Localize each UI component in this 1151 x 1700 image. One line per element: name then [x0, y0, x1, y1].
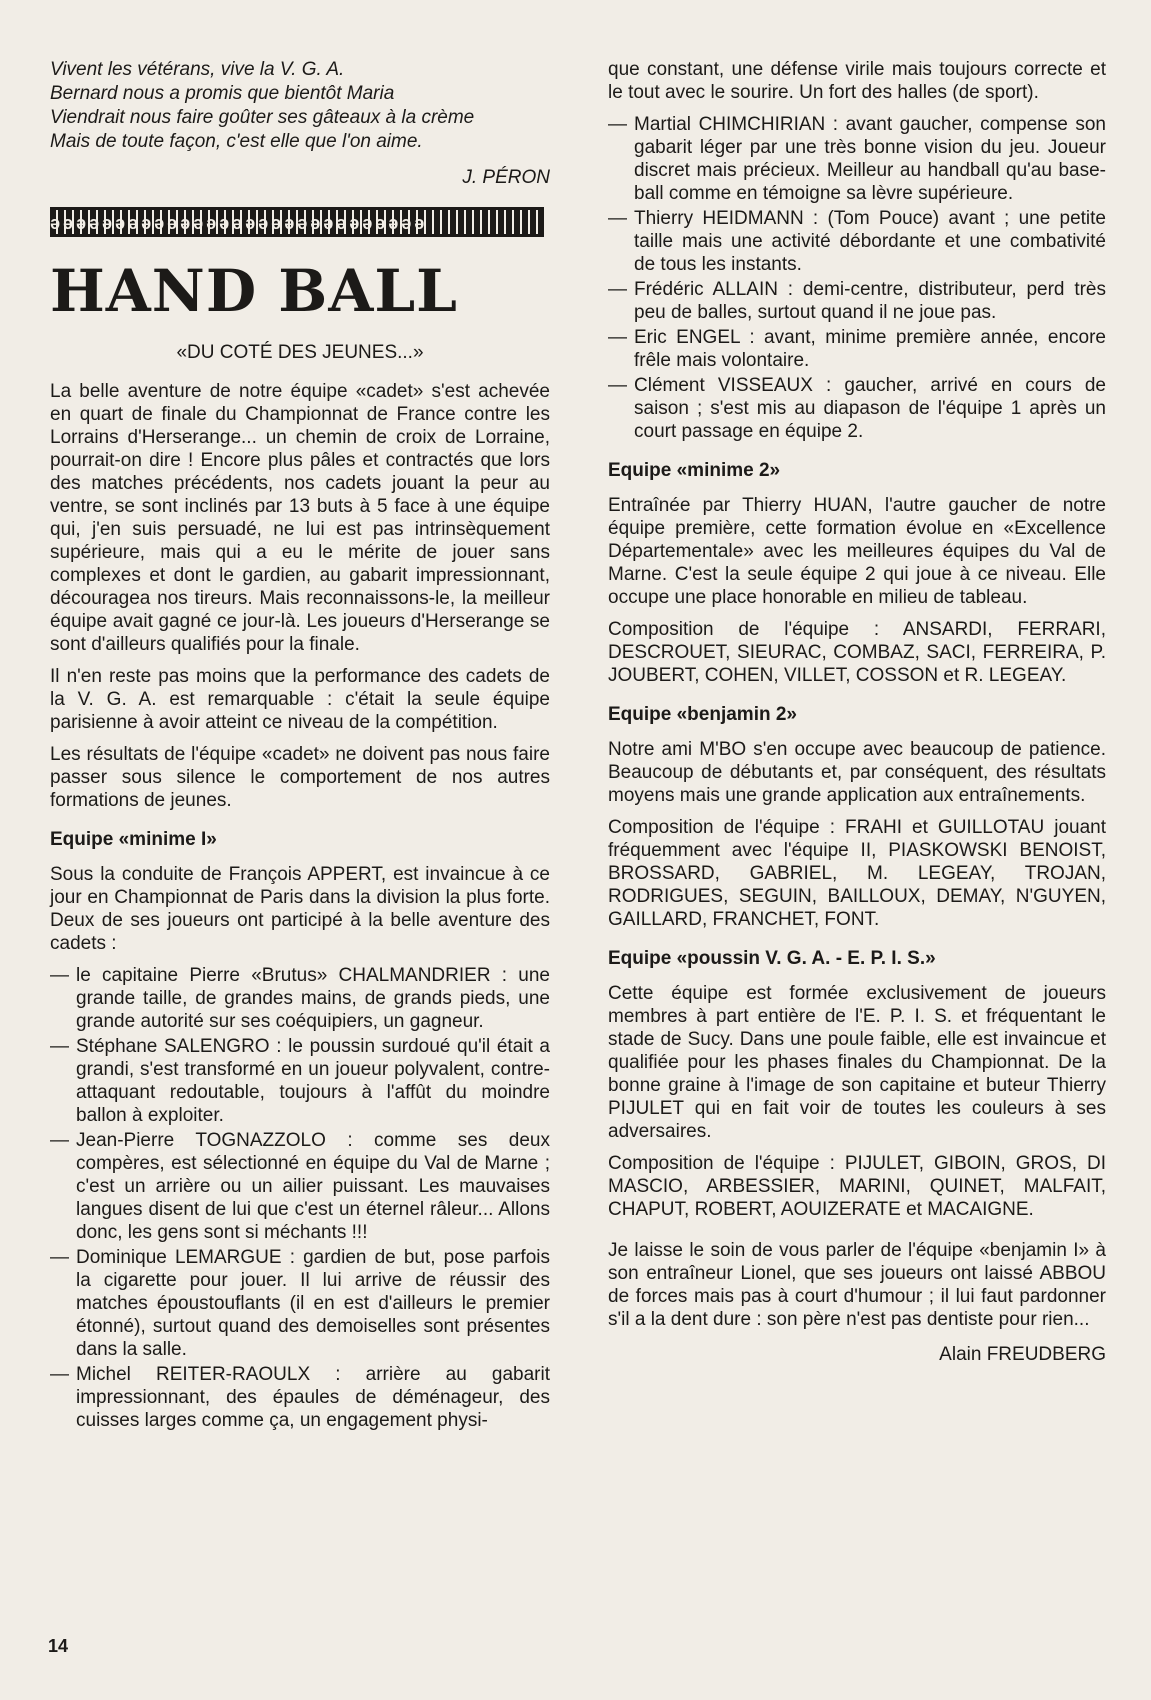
continuation-text: que constant, une défense virile mais toujours correcte et le tout avec le sourire. Un fort des halles (de sport). [608, 59, 1106, 103]
article-subtitle: «DU COTÉ DES JEUNES...» [176, 342, 424, 363]
left-column [50, 58, 550, 1438]
benjamin2-text: Notre ami M'BO s'en occupe avec beaucoup de patience. Beaucoup de débutants et, par conséquent, des résultats moyens mais une grande application aux entraînements. [608, 739, 1106, 806]
player-item: — Dominique LEMARGUE : gardien de but, pose parfois la cigarette pour jouer. Il lui arrive de réussir des matches époustouflants (il en est d'ailleurs le premier étonné), surtout quand des demoiselles sont présentes dans la salle. [50, 1246, 550, 1361]
poem-line: Bernard nous a promis que bientôt Maria [50, 83, 395, 104]
minime2-text: Entraînée par Thierry HUAN, l'autre gaucher de notre équipe première, cette formation évolue en «Excellence Départementale» avec les meilleures équipes du Val de Marne. C'est la seule équipe 2 qui joue à ce niveau. Elle occupe une place honorable en milieu de tableau. [608, 495, 1106, 608]
player-list [608, 113, 1106, 443]
player-item: — Thierry HEIDMANN : (Tom Pouce) avant ; une petite taille mais une activité débordante et une combativité de tous les instants. [608, 207, 1106, 276]
poem-line: Viendrait nous faire goûter ses gâteaux à la crème [50, 107, 475, 128]
poussin-composition: Composition de l'équipe : PIJULET, GIBOIN, GROS, DI MASCIO, ARBESSIER, MARINI, QUINET, MALFAIT, CHAPUT, ROBERT, AOUIZERATE et MACAIGNE. [608, 1153, 1106, 1220]
article-author: Alain FREUDBERG [939, 1344, 1106, 1365]
section-heading-minime1: Equipe «minime I» [50, 829, 217, 850]
player-item: — Michel REITER-RAOULX : arrière au gabarit impressionnant, des épaules de déménageur, des cuisses larges comme ça, un engagement physi- [50, 1363, 550, 1432]
player-item: — Eric ENGEL : avant, minime première année, encore frêle mais volontaire. [608, 326, 1106, 372]
poussin-text: Cette équipe est formée exclusivement de joueurs membres à part entière de l'E. P. I. S. et fréquentant le stade de Sucy. Dans une poule faible, elle est invaincue et qualifiée pour les phases finales du Championnat. De la bonne graine à l'image de son capitaine et buteur Thierry PIJULET qui en fait voir de toutes les couleurs à ses adversaires. [608, 983, 1106, 1142]
minime1-text: Sous la conduite de François APPERT, est invaincue à ce jour en Championnat de Paris dans la division la plus forte. Deux de ses joueurs ont participé à la belle aventure des cadets : [50, 864, 550, 954]
article-headline: HAND BALL [50, 257, 458, 325]
player-item: — Stéphane SALENGRO : le poussin surdoué qu'il était a grandi, s'est transformé en un joueur polyvalent, contre-attaquant redoutable, toujours à l'affût du moindre ballon à exploiter. [50, 1035, 550, 1127]
ornament-divider: ǝǝǝǝǝǝǝǝǝǝǝǝǝǝǝǝǝǝǝǝǝǝǝǝǝǝǝǝǝ [50, 207, 544, 237]
intro-paragraph: Les résultats de l'équipe «cadet» ne doivent pas nous faire passer sous silence le comportement de nos autres formations de jeunes. [50, 744, 550, 811]
intro-paragraph: La belle aventure de notre équipe «cadet» s'est achevée en quart de finale du Championnat de France contre les Lorrains d'Herserange... un chemin de croix de Lorraine, pourrait-on dire ! Encore plus pâles et contractés que lors des matches précédents, nos cadets jouant la peur au ventre, se sont inclinés par 13 buts à 5 face à une équipe qui, j'en suis persuadé, ne lui est pas intrinsèquement supérieure, mais qui a eu le mérite de jouer sans complexes et dont le gardien, au gabarit impressionnant, découragea nos tireurs. Mais reconnaissons-le, la meilleur équipe avait gagné ce jour-là. Les joueurs d'Herserange se sont d'ailleurs qualifiés pour la finale. [50, 381, 550, 655]
player-item: — Clément VISSEAUX : gaucher, arrivé en cours de saison ; s'est mis au diapason de l'équipe 1 après un court passage en équipe 2. [608, 374, 1106, 443]
section-heading-benjamin2: Equipe «benjamin 2» [608, 704, 797, 725]
section-heading-minime2: Equipe «minime 2» [608, 460, 781, 481]
right-column [608, 58, 1106, 1366]
minime2-composition: Composition de l'équipe : ANSARDI, FERRARI, DESCROUET, SIEURAC, COMBAZ, SACI, FERREIRA, P. JOUBERT, COHEN, VILLET, COSSON et R. LEGEAY. [608, 619, 1106, 686]
player-list [50, 964, 550, 1432]
poem [50, 58, 550, 154]
player-item: — le capitaine Pierre «Brutus» CHALMANDRIER : une grande taille, de grandes mains, de grands pieds, une grande autorité sur ses coéquipiers, un gagneur. [50, 964, 550, 1033]
poem-line: Vivent les vétérans, vive la V. G. A. [50, 59, 345, 80]
page-number: 14 [48, 1636, 69, 1656]
intro-paragraph: Il n'en reste pas moins que la performance des cadets de la V. G. A. est remarquable : c'était la seule équipe parisienne à avoir atteint ce niveau de la compétition. [50, 666, 550, 733]
poem-author: J. PÉRON [462, 167, 550, 188]
closing-paragraph: Je laisse le soin de vous parler de l'équipe «benjamin I» à son entraîneur Lionel, que ses joueurs ont laissé ABBOU de forces mais pas à court d'humour ; il lui faut pardonner s'il a la dent dure : son père n'est pas dentiste pour rien... [608, 1240, 1106, 1330]
section-heading-poussin: Equipe «poussin V. G. A. - E. P. I. S.» [608, 948, 936, 969]
benjamin2-composition: Composition de l'équipe : FRAHI et GUILLOTAU jouant fréquemment avec l'équipe II, PIASKOWSKI BENOIST, BROSSARD, GABRIEL, M. LEGEAY, TROJAN, RODRIGUES, SEGUIN, BAILLOUX, DEMAY, N'GUYEN, GAILLARD, FRANCHET, FONT. [608, 817, 1106, 930]
player-item: — Frédéric ALLAIN : demi-centre, distributeur, perd très peu de balles, surtout quand il ne joue pas. [608, 278, 1106, 324]
poem-line: Mais de toute façon, c'est elle que l'on aime. [50, 131, 423, 152]
player-item: — Jean-Pierre TOGNAZZOLO : comme ses deux compères, est sélectionné en équipe du Val de Marne ; c'est un arrière ou un ailier puissant. Les mauvaises langues disent de lui que c'est un éternel râleur... Allons donc, les gens sont si méchants !!! [50, 1129, 550, 1244]
player-item: — Martial CHIMCHIRIAN : avant gaucher, compense son gabarit léger par une très bonne vision du jeu. Joueur discret mais précieux. Meilleur au handball qu'au base-ball comme en témoigne sa lèvre supérieure. [608, 113, 1106, 205]
